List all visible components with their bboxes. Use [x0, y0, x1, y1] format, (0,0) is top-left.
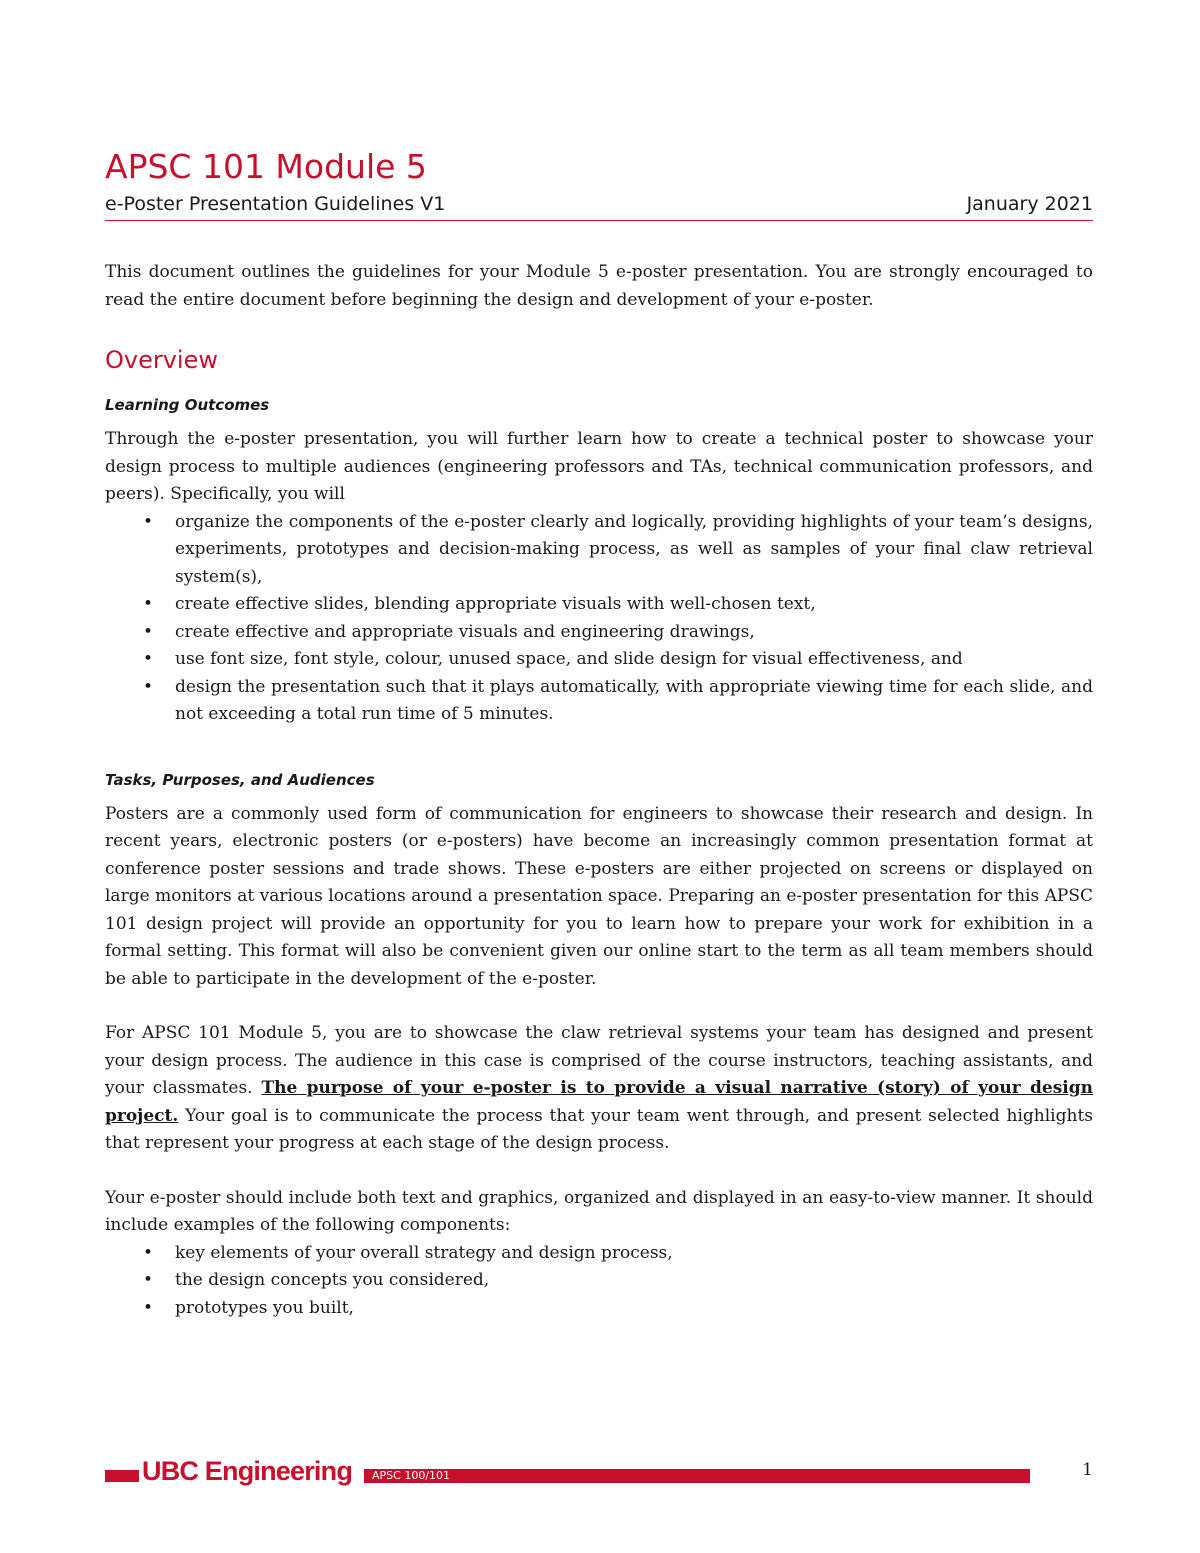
purpose-emphasis: The purpose of your e-poster is to provide a visual narrative (story) of your design project. — [105, 1078, 1093, 1126]
list-item: • create effective and appropriate visuals and engineering drawings, — [175, 619, 1093, 647]
tasks-paragraph-2 — [105, 1020, 1093, 1158]
list-item: • the design concepts you considered, — [175, 1267, 1093, 1295]
list-item: • create effective slides, blending appropriate visuals with well-chosen text, — [175, 591, 1093, 619]
document-subtitle: e-Poster Presentation Guidelines V1 — [105, 193, 446, 215]
footer-logo-block — [105, 1470, 139, 1482]
intro-paragraph: This document outlines the guidelines for your Module 5 e-poster presentation. You are strongly encouraged to read the entire document before beginning the design and development of your e-poster. — [105, 262, 1093, 310]
document-date: January 2021 — [966, 193, 1093, 215]
tasks-heading: Tasks, Purposes, and Audiences — [105, 770, 375, 789]
components-list — [105, 1240, 1093, 1323]
document-page — [105, 145, 1093, 1322]
list-item: • organize the components of the e-poster clearly and logically, providing highlights of your team’s designs, experiments, prototypes and decision-making process, as well as samples of your final claw retrieval system(s), — [175, 509, 1093, 592]
learning-outcomes-lead: Through the e-poster presentation, you will further learn how to create a technical poster to showcase your design process to multiple audiences (engineering professors and TAs, technical communication professors, and peers). Specifically, you will — [105, 429, 1093, 504]
paragraph-2-end: Your goal is to communicate the process that your team went through, and present selected highlights that represent your progress at each stage of the design process. — [105, 1105, 1093, 1153]
list-item: • key elements of your overall strategy and design process, — [175, 1240, 1093, 1268]
list-item: • use font size, font style, colour, unused space, and slide design for visual effectiveness, and — [175, 646, 1093, 674]
document-title: APSC 101 Module 5 — [105, 147, 427, 186]
page-number: 1 — [1082, 1460, 1093, 1480]
list-item: • design the presentation such that it plays automatically, with appropriate viewing time for each slide, and not exceeding a total run time of 5 minutes. — [175, 674, 1093, 729]
subtitle-row — [105, 193, 1093, 221]
page-footer — [105, 1456, 1093, 1486]
learning-outcomes-heading: Learning Outcomes — [105, 396, 270, 414]
list-item: • prototypes you built, — [175, 1295, 1093, 1323]
ubc-engineering-logo: UBC Engineering — [142, 1456, 353, 1486]
overview-heading: Overview — [105, 346, 218, 374]
tasks-paragraph-3: Your e-poster should include both text and graphics, organized and displayed in an easy-to-view manner. It should include examples of the following components: — [105, 1187, 1093, 1235]
learning-outcomes-list — [105, 509, 1093, 729]
footer-course-label: APSC 100/101 — [372, 1469, 451, 1482]
intro-section — [105, 259, 1093, 314]
tasks-paragraph-1: Posters are a commonly used form of communication for engineers to showcase their research and design. In recent years, electronic posters (or e-posters) have become an increasingly common presentation format at conference poster sessions and trade shows. These e-posters are either projected on screens or displayed on large monitors at various locations around a presentation space. Preparing an e-poster presentation for this APSC 101 design project will provide an opportunity for you to learn how to prepare your work for exhibition in a formal setting. This format will also be convenient given our online start to the term as all team members should be able to participate in the development of the e-poster. — [105, 803, 1093, 989]
footer-course-bar — [364, 1469, 1030, 1483]
paragraph-2-start: For APSC 101 Module 5, you are to showcase the claw retrieval systems your team has designed and present your design process. The audience in this case is comprised of the course instructors, teaching assistants, and your classmates. — [105, 1023, 1093, 1098]
